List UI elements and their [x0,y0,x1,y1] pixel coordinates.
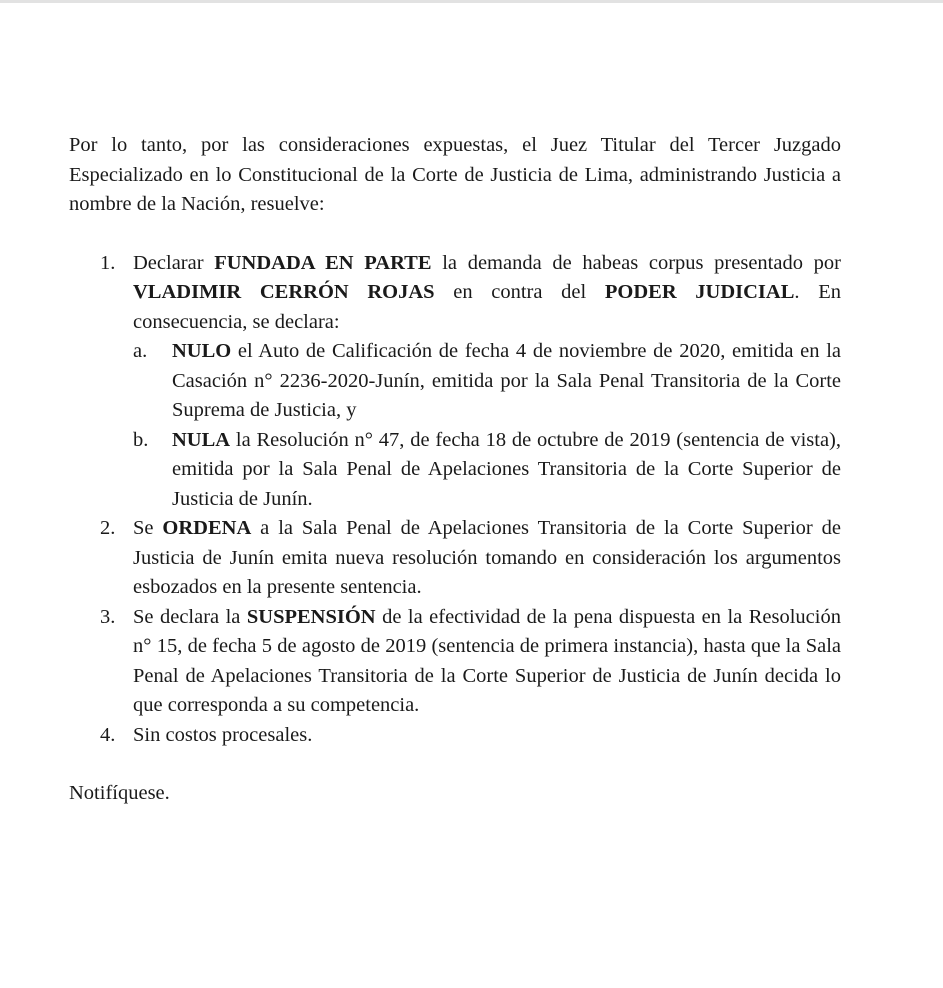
resolution-item-2 [69,514,841,603]
sub-list [133,337,841,514]
item-number: 4. [100,723,116,746]
intro-paragraph: Por lo tanto, por las consideraciones expuestas, el Juez Titular del Tercer Juzgado Especializado en lo Constitucional de la Corte de Justicia de Lima, administrando Justicia a nombre de la Nación, resuelve: [69,134,841,215]
document-page [69,131,841,809]
sub-item-letter: b. [133,428,149,451]
sub-item-b [133,426,841,515]
resolution-list [69,249,841,751]
resolution-item-3 [69,603,841,721]
item-text: Se [133,517,163,539]
item-bold-text: ORDENA [162,517,252,539]
item-bold-text: VLADIMIR CERRÓN ROJAS [133,281,435,303]
item-text: Se declara la [133,605,247,628]
item-text: . En consecuencia, se declara: [133,281,841,333]
resolution-item-4 [69,721,841,751]
item-text: a la Sala Penal de Apelaciones Transitoria de la Corte Superior de Justicia de Junín emita nueva resolución tomando en consideración los argumentos esbozados en la presente sentencia. [133,517,841,598]
item-number: 1. [100,251,116,274]
item-text: Declarar [133,251,215,274]
sub-item-letter: a. [133,340,148,362]
sub-item-bold-text: NULO [172,340,232,362]
item-number: 3. [100,605,116,628]
closing-text: Notifíquese. [69,782,170,804]
sub-item-a [133,337,841,426]
item-text: Sin costos procesales. [133,723,313,746]
sub-item-text: el Auto de Calificación de fecha 4 de noviembre de 2020, emitida en la Casación n° 2236-2020-Junín, emitida por la Sala Penal Transitoria de la Corte Suprema de Justicia, y [172,340,841,421]
item-bold-text: FUNDADA EN PARTE [214,251,432,274]
sub-item-text: la Resolución n° 47, de fecha 18 de octubre de 2019 (sentencia de vista), emitida por la Sala Penal de Apelaciones Transitoria de la Corte Superior de Justicia de Junín. [172,428,841,510]
item-text: de la efectividad de la pena dispuesta en la Resolución n° 15, de fecha 5 de agosto de 2019 (sentencia de primera instancia), hasta que la Sala Penal de Apelaciones Transitoria de la Corte Superior de Justicia de Junín decida lo que corresponda a su competencia. [133,605,841,716]
item-bold-text: SUSPENSIÓN [246,605,376,628]
sub-item-bold-text: NULA [172,428,231,451]
item-text: la demanda de habeas corpus presentado por [431,251,841,274]
resolution-item-1 [69,249,841,515]
top-border-line [0,0,943,3]
item-number: 2. [100,517,116,539]
item-text: en contra del [434,281,605,303]
item-bold-text: PODER JUDICIAL [604,281,795,303]
